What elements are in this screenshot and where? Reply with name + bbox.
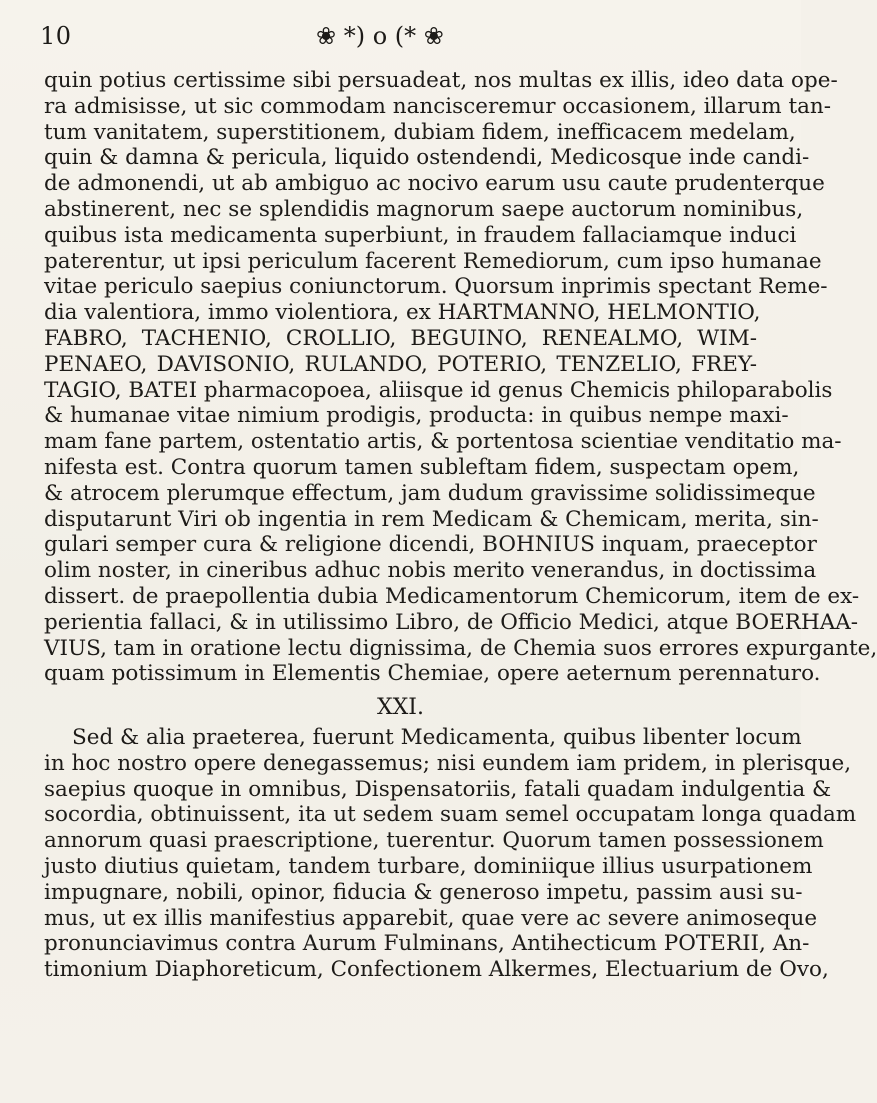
text-line: pronunciavimus contra Aurum Fulminans, Antihecticum POTERII, An- xyxy=(44,931,810,957)
text-line: in hoc nostro opere denegassemus; nisi eundem iam pridem, in plerisque, xyxy=(44,750,852,776)
text-line: TAGIO, BATEI pharmacopoea, aliisque id genus Chemicis philoparabolis xyxy=(44,377,833,403)
text-line: impugnare, nobili, opinor, fiducia & generoso impetu, passim ausi su- xyxy=(44,879,803,905)
text-line: gulari semper cura & religione dicendi, BOHNIUS inquam, praeceptor xyxy=(44,532,817,558)
text-line: quin & damna & pericula, liquido ostendendi, Medicosque inde candi- xyxy=(44,145,810,171)
text-line: & humanae vitae nimium prodigis, producta: in quibus nempe maxi- xyxy=(44,403,789,429)
header-ornament: ❀ *) o (* ❀ xyxy=(316,22,444,50)
text-line: socordia, obtinuissent, ita ut sedem suam semel occupatam longa quadam xyxy=(44,802,857,828)
text-line: ra admisisse, ut sic commodam nancisceremur occasionem, illarum tan- xyxy=(44,93,832,119)
section-number: XXI. xyxy=(376,695,424,721)
text-line: olim noster, in cineribus adhuc nobis merito venerandus, in doctissima xyxy=(44,558,817,584)
text-line: PENAEO, DAVISONIO, RULANDO, POTERIO, TENZELIO, FREY- xyxy=(44,351,757,377)
text-line: dia valentiora, immo violentiora, ex HARTMANNO, HELMONTIO, xyxy=(44,300,761,326)
text-line: disputarunt Viri ob ingentia in rem Medicam & Chemicam, merita, sin- xyxy=(44,506,819,532)
text-line: quam potissimum in Elementis Chemiae, opere aeternum perennaturo. xyxy=(44,661,821,687)
text-line: abstinerent, nec se splendidis magnorum saepe auctorum nominibus, xyxy=(44,196,804,222)
text-line: quin potius certissime sibi persuadeat, nos multas ex illis, ideo data ope- xyxy=(44,68,838,93)
page-header xyxy=(40,16,760,56)
paragraph-2 xyxy=(44,724,857,983)
text-line: paterentur, ut ipsi periculum facerent Remediorum, cum ipso humanae xyxy=(44,248,822,274)
text-line: timonium Diaphoreticum, Confectionem Alkermes, Electuarium de Ovo, xyxy=(44,957,829,983)
text-line: dissert. de praepollentia dubia Medicamentorum Chemicorum, item de ex- xyxy=(44,583,860,609)
text-line: mus, ut ex illis manifestius apparebit, quae vere ac severe animoseque xyxy=(44,905,818,931)
text-line: VIUS, tam in oratione lectu dignissima, de Chemia suos errores expurgante, xyxy=(44,635,877,661)
text-line: Sed & alia praeterea, fuerunt Medicamenta, quibus libenter locum xyxy=(72,724,802,750)
text-line: saepius quoque in omnibus, Dispensatoriis, fatali quadam indulgentia & xyxy=(44,776,832,802)
text-line: vitae periculo saepius coniunctorum. Quorsum inprimis spectant Reme- xyxy=(44,274,828,300)
body-text xyxy=(44,68,877,983)
text-line: FABRO, TACHENIO, CROLLIO, BEGUINO, RENEALMO, WIM- xyxy=(44,325,757,351)
paragraph-1 xyxy=(44,68,877,687)
text-line: & atrocem plerumque effectum, jam dudum gravissime solidissimeque xyxy=(44,480,816,506)
page-number: 10 xyxy=(40,22,72,50)
text-line: annorum quasi praescriptione, tuerentur. Quorum tamen possessionem xyxy=(44,828,824,854)
text-line: quibus ista medicamenta superbiunt, in fraudem fallaciamque induci xyxy=(44,222,797,248)
text-line: perientia fallaci, & in utilissimo Libro, de Officio Medici, atque BOERHAA- xyxy=(44,609,859,635)
text-line: de admonendi, ut ab ambiguo ac nocivo earum usu caute prudenterque xyxy=(44,171,825,197)
text-line: justo diutius quietam, tandem turbare, dominiique illius usurpationem xyxy=(44,853,813,879)
text-line: nifesta est. Contra quorum tamen subleftam fidem, suspectam opem, xyxy=(44,454,800,480)
text-line: mam fane partem, ostentatio artis, & portentosa scientiae venditatio ma- xyxy=(44,429,842,455)
text-line: tum vanitatem, superstitionem, dubiam fidem, inefficacem medelam, xyxy=(44,119,796,145)
